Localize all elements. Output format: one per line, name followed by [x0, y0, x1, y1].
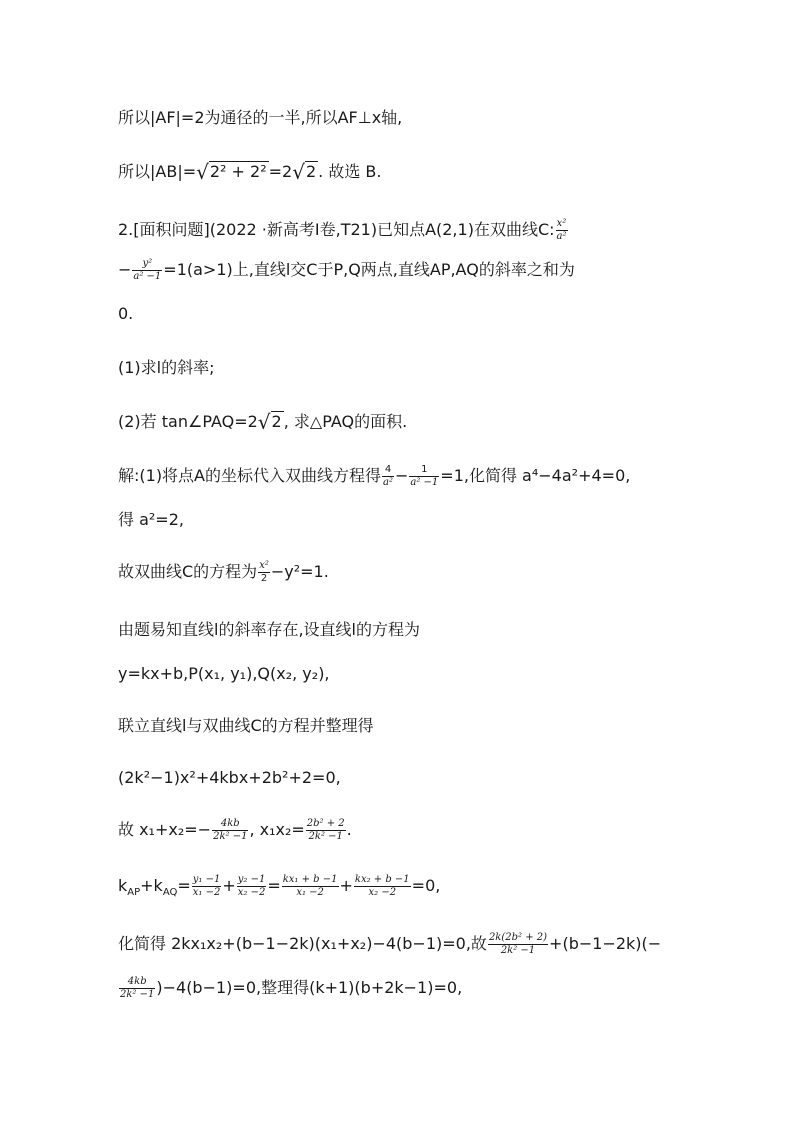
fraction-2b2p2: [306, 818, 346, 843]
sqrt-sign-2: √: [292, 160, 305, 184]
text-line-7: [118, 410, 407, 434]
text-line-18: [118, 976, 462, 1001]
question-2-part-c: , 求△PAQ的面积.: [283, 412, 408, 431]
sqrt-sign: √: [196, 160, 209, 184]
frac-num: y₁ −1: [192, 874, 221, 885]
frac-num: 1: [409, 464, 439, 477]
line-5-text: 0.: [118, 304, 134, 323]
frac-den: a²: [556, 231, 567, 242]
text-line-10: [118, 560, 329, 585]
fraction-x2-a2: [556, 218, 568, 243]
frac-den: x₁ −2: [192, 887, 221, 898]
frac-den: x₂ −2: [237, 887, 266, 898]
plus-k: +k: [140, 876, 163, 895]
fraction-4kb-2: [119, 976, 155, 1001]
line-1-text: 所以|AF|=2为通径的一半,所以AF⊥x轴,: [118, 108, 403, 127]
line-9-text: 得 a²=2,: [118, 510, 184, 529]
frac-den: 2k² −1: [500, 945, 536, 956]
text-line-13: [118, 714, 374, 738]
text-line-14: [118, 766, 341, 790]
frac-num: 4: [382, 464, 394, 477]
line-18-text: )−4(b−1)=0,整理得(k+1)(b+2k−1)=0,: [156, 978, 463, 997]
text-line-6: [118, 356, 215, 380]
frac-num: y₂ −1: [237, 874, 266, 885]
solution-simplify: =1,化简得 a⁴−4a²+4=0,: [440, 466, 631, 485]
line-10-text: 故双曲线C的方程为: [118, 562, 258, 581]
text-line-9: [118, 508, 184, 532]
text-line-11: [118, 618, 420, 642]
line-14-text: (2k²−1)x²+4kbx+2b²+2=0,: [118, 768, 341, 787]
text-line-3: [118, 218, 569, 243]
fraction-4kb: [212, 818, 248, 843]
subscript-ap: AP: [127, 887, 141, 899]
text-line-1: [118, 106, 402, 130]
line-16-end: =0,: [411, 876, 441, 895]
line-12-text: y=kx+b,P(x₁, y₁),Q(x₂, y₂),: [118, 664, 330, 683]
frac-den: x₁ −2: [296, 887, 324, 898]
line-15-end: .: [346, 820, 352, 839]
fraction-1: [192, 874, 222, 899]
frac-den: x₂ −2: [368, 887, 397, 898]
line-17-end: +(b−1−2k)(−: [549, 934, 662, 953]
frac-num: x²: [259, 560, 269, 571]
frac-num: 4kb: [119, 976, 155, 989]
frac-num: kx₂ + b −1: [354, 874, 410, 885]
text-line-4: − $\frac{\text{y²}}{\text{a² −1}}$ =1(a>1)上,直线l交C于P,Q两点,直线AP,AQ的斜率之和为: [118, 258, 575, 282]
subscript-aq: AQ: [162, 887, 178, 899]
frac-den: 2k² −1: [308, 831, 343, 842]
line-17-text: 化简得 2kx₁x₂+(b−1−2k)(x₁+x₂)−4(b−1)=0,故: [118, 934, 487, 953]
solution-intro: 解:(1)将点A的坐标代入双曲线方程得: [118, 466, 382, 485]
frac-num: 4kb: [212, 818, 248, 831]
frac-den: 2k² −1: [120, 989, 155, 1000]
line-3-text: 2.[面积问题](2022 ·新高考Ⅰ卷,T21)已知点A(2,1)在双曲线C:: [118, 220, 555, 239]
frac-num: x²: [556, 218, 567, 229]
text-line-17: [118, 932, 661, 957]
text-line-5: [118, 302, 133, 326]
fraction-y2: [132, 258, 162, 283]
fraction-4-a2: [382, 464, 394, 489]
sqrt-content-2: 2: [305, 162, 317, 181]
fraction-3: [282, 874, 339, 899]
line-2-part-a: 所以|AB|=: [118, 162, 197, 181]
frac-num: 2k(2b² + 2): [488, 932, 548, 943]
line-4-text: =1(a>1)上,直线l交C于P,Q两点,直线AP,AQ的斜率之和为: [163, 260, 575, 279]
frac-den: 2: [260, 573, 268, 584]
line-2-part-c: =2: [268, 162, 293, 181]
frac-den: a² −1: [410, 477, 439, 488]
question-2-part-a: (2)若 tan∠PAQ=2: [118, 412, 258, 431]
sqrt-sign-3: √: [257, 410, 271, 434]
fraction-4: [354, 874, 411, 899]
frac-num: y²: [132, 258, 162, 271]
fraction-1-a2m1: [409, 464, 439, 489]
frac-den: 2k² −1: [213, 831, 248, 842]
text-line-2: [118, 160, 382, 184]
line-15-part-b: , x₁x₂=: [249, 820, 305, 839]
line-13-text: 联立直线l与双曲线C的方程并整理得: [118, 716, 374, 735]
fraction-x2-2: [258, 560, 270, 585]
frac-den: a²: [383, 477, 393, 488]
sqrt-content-1: 2² + 2²: [209, 162, 267, 181]
equals: =: [177, 876, 191, 895]
sqrt-content-3: 2: [271, 412, 282, 431]
text-line-8: 解:(1)将点A的坐标代入双曲线方程得 $\frac{4}{\text{a²}}$ − $\frac{1}{\text{a² −1}}$ =1,化简得 a⁴−4a²+4=0,: [118, 464, 631, 488]
k-symbol: k: [118, 876, 128, 895]
line-11-text: 由题易知直线l的斜率存在,设直线l的方程为: [118, 620, 420, 639]
frac-den: a² −1: [133, 271, 162, 282]
text-line-15: [118, 818, 352, 843]
line-15-part-a: 故 x₁+x₂=−: [118, 820, 212, 839]
text-line-16: $k_{AP}+k_{AQ}=$ $\frac{\text{y₁ −1}}{\text{x₁ −2}}$ + $\frac{\text{y₂ −1}}{\text{x₂ −2}}$ = $\frac{\text{kx₁ + b −1}}{\text{x₁ −2}}$ + $\frac{\text{kx₂ + b −1}}{\text{x₂ −2}}$ =0,: [118, 874, 441, 899]
frac-num: 2b² + 2: [306, 818, 345, 829]
fraction-2: [237, 874, 267, 899]
fraction-2k-2b2p2: [488, 932, 548, 957]
frac-num: kx₁ + b −1: [282, 874, 338, 885]
line-2-part-e: . 故选 B.: [318, 162, 382, 181]
line-10-end: −y²=1.: [270, 562, 329, 581]
question-1: (1)求l的斜率;: [118, 358, 215, 377]
text-line-12: [118, 662, 330, 686]
